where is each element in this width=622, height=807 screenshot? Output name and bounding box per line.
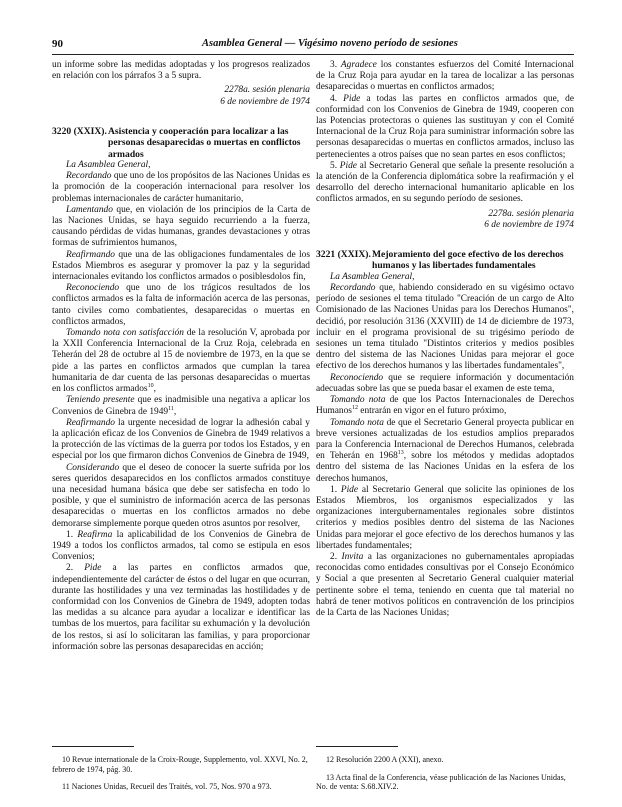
paragraph-lead: Pide [339, 160, 357, 171]
paragraph-lead: Pide [340, 484, 359, 495]
paragraph-lead: Invita [341, 551, 364, 562]
paragraph-lead: Lamentando [66, 204, 113, 215]
operative-paragraph [52, 530, 310, 564]
footnote: 12 Resolución 2200 A (XXI), anexo. [326, 755, 444, 764]
preamble-paragraph [52, 463, 310, 530]
paragraph-lead: Tomando nota [330, 417, 384, 428]
paragraph-text: que, habiendo considerado en su vigésimo octavo período de sesiones el tema titulado "Creación de un cargo de Alto Comisionado de las Naciones Unidas para los Derechos Humanos", decidió, por resolución 3136 (XXVIII) de 14 de diciembre de 1973, incluir en el programa provisional de su trigésimo período de sesiones un tema titulado "Distintos criterios y medios posibles dentro del sistema de las Naciones Unidas para mejorar el goce efectivo de los derechos humanos y las libertades fundamentales", [316, 283, 574, 372]
paragraph-text: al Secretario General que señale la presente resolución a la atención de la Conferencia diplomática sobre la reafirmación y el desarrollo del derecho internacional humanitario aplicable en los conflictos armados, en su segundo período de sesiones. [316, 160, 574, 205]
continued-paragraph: un informe sobre las medidas adoptadas y los progresos realizados en relación con los párrafos 3 a 5 supra. [52, 60, 310, 82]
paragraph-lead: Reafirmando [66, 417, 115, 428]
paragraph-lead: Recordando [330, 283, 376, 294]
paragraph-number: 2. [330, 551, 338, 562]
paragraph-lead: Tomando nota [330, 395, 386, 406]
paragraph-lead: Pide [84, 563, 102, 574]
paragraph-number: 5. [330, 160, 338, 171]
operative-paragraph [316, 60, 574, 94]
paragraph-text: que es inadmisible una negativa a aplicar los Convenios de Ginebra de 1949 [52, 395, 310, 417]
paragraph-text: , sobre los métodos y medidas adoptados dentro del sistema de las Naciones Unidas en la esfera de los derechos humanos, [316, 451, 574, 484]
paragraph-lead: Reconociendo [66, 283, 120, 294]
paragraph-text: de que los Pactos Internacionales de Derechos Humanos [316, 395, 575, 417]
footnote: 10 Revue internationale de la Croix-Rouge, Supplemento, vol. XXVI, No. 2, febrero de 1974, pág. 30. [52, 755, 308, 774]
paragraph-text: de que el Secretario General proyecta publicar en breve versiones actualizadas de los estudios amplios preparados para la Conferencia Internacional de Derechos Humanos, celebrada en Teherán en 1968 [316, 417, 574, 462]
footnote: 11 Naciones Unidas, Recueil des Traités, vol. 75, Nos. 970 a 973. [62, 782, 272, 792]
page-header [52, 38, 574, 55]
paragraph-text: que uno de los trágicos resultados de los conflictos armados es la falta de información acerca de las personas, tanto civiles como combatientes, desaparecidas o muertas en conflictos armados, [52, 283, 310, 327]
paragraph-text: que una de las obligaciones fundamentales de los Estados Miembros es asegurar y promover la paz y la seguridad internacionales evitando los conflictos armados o posiblesdolos fin, [52, 249, 310, 283]
paragraph-number: 4. [330, 93, 338, 104]
paragraph-lead: Considerando [66, 462, 120, 473]
running-title: Asamblea General — Vigésimo noveno período de sesiones [202, 38, 458, 49]
paragraph-lead: Pide [343, 93, 361, 104]
preamble-paragraph [52, 418, 310, 463]
footnotes-left [52, 740, 310, 800]
resolution-number: 3220 (XXIX). [52, 125, 107, 137]
paragraph-lead: Recordando [66, 171, 112, 182]
paragraph-text: a las partes en conflictos armados que, independientemente del carácter de éstos o del lugar en que ocurran, durante las hostilidades y una vez terminadas las hostilidades y de conformidad con los Convenios de Ginebra de 1949, adopten todas las medidas a su alcance para ayudar a localizar e identificar las tumbas de los muertos, para facilitar su exhumación y la devolución de los restos, si así lo solicitaran las familias, y para proporcionar información sobre las personas desaparecidas en acción; [52, 563, 310, 652]
page-number: 90 [52, 38, 63, 50]
session-date: 6 de noviembre de 1974 [220, 96, 310, 107]
session-signature: 2278a. sesión plenaria [224, 85, 310, 96]
paragraph-text: a todas las partes en conflictos armados que, de conformidad con los Convenios de Ginebra de 1949, cooperen con las Potencias protectoras o quienes las sustituyan y con el Comité Internacional de la Cruz Roja para suministrar información sobre las personas desaparecidas o muertas en conflictos armados, incluso las pertenecientes a otros países que no sean partes en esos conflictos; [316, 93, 574, 160]
paragraph-text: al Secretario General que solicite las opiniones de los Estados Miembros, los organismos especializados y las organizaciones intergubernamentales regionales sobre distintos criterios y medios posibles dentro del sistema de las Naciones Unidas para mejorar el goce efectivo de los derechos humanos y las libertades fundamentales; [316, 484, 574, 551]
paragraph-text: que uno de los propósitos de las Naciones Unidas es la promoción de la cooperación internacional para resolver los problemas internacionales de carácter humanitario, [52, 171, 310, 204]
paragraph-text: la urgente necesidad de lograr la adhesión cabal y la aplicación eficaz de los Convenios de Ginebra de 1949 relativos a la protección de las víctimas de la guerra por todos los Estados, y en especial por los que firmaron dichos Convenios de Ginebra de 1949, [52, 417, 310, 462]
paragraph-text: entrarán en vigor en el futuro próximo, [357, 406, 507, 417]
preamble-paragraph [52, 250, 310, 284]
resolution-title: Mejoramiento del goce efectivo de los derechos humanos y las libertades fundamentales [372, 249, 564, 272]
right-column [316, 60, 574, 619]
assembly-line: La Asamblea General, [66, 160, 151, 171]
left-column [52, 60, 310, 653]
preamble-paragraph [52, 283, 310, 328]
resolution-title: Asistencia y cooperación para localizar a las personas desaparecidas o muertas en conflictos armados [108, 125, 301, 160]
footnote-rule [316, 746, 398, 747]
preamble-paragraph: Tomando nota con satisfacción de la resolución V, aprobada por la XXII Conferencia Internacional de la Cruz Roja, celebrada en Teherán del 28 de octubre al 15 de noviembre de 1973, en la que se pide a las partes en conflictos armados que cumplan la tarea humanitaria de dar cuenta de las personas desaparecidas o muertas en los conflictos armados$^{10}$, [52, 328, 310, 395]
footnote-ref: 11 [168, 405, 174, 412]
paragraph-lead: Reconociendo [330, 372, 384, 383]
paragraph-lead: Reafirmando [66, 249, 115, 260]
assembly-line: La Asamblea General, [330, 271, 415, 282]
paragraph-lead: Teniendo presente [66, 395, 135, 406]
resolution-heading [52, 126, 310, 160]
footnote-rule [52, 746, 134, 747]
paragraph-text: de la resolución V, aprobada por la XXII Conferencia Internacional de la Cruz Roja, celebrada en Teherán del 28 de octubre al 15 de noviembre de 1973, en la que se pide a las partes en conflictos armados que cumplan la tarea humanitaria de dar cuenta de las personas desaparecidas o muertas en los conflictos armados [52, 328, 310, 395]
paragraph-text: a las organizaciones no gubernamentales apropiadas reconocidas como entidades consultivas por el Consejo Económico y Social a que presenten al Secretario General cualquier material pertinente sobre el tema, teniendo en cuenta que tal material no habrá de tener motivos políticos en contravención de los principios de la Carta de las Naciones Unidas; [316, 551, 574, 618]
session-date: 6 de noviembre de 1974 [484, 219, 574, 230]
preamble-paragraph: Teniendo presente que es inadmisible una negativa a aplicar los Convenios de Ginebra de 1949$^{11}$, [52, 395, 310, 417]
paragraph-number: 2. [66, 563, 74, 574]
footnote-ref: 10 [147, 382, 154, 389]
preamble-paragraph [316, 373, 574, 395]
operative-paragraph [316, 161, 574, 206]
preamble-paragraph [316, 418, 574, 485]
preamble-paragraph [316, 395, 574, 417]
operative-paragraph [316, 552, 574, 619]
session-signature: 2278a. sesión plenaria [488, 208, 574, 219]
paragraph-text: que se requiere información y documentación adecuadas sobre las que se pueda basar el examen de este tema, [316, 372, 574, 394]
preamble-paragraph [52, 205, 310, 250]
paragraph-lead: Agradece [340, 60, 377, 70]
paragraph-text: la aplicabilidad de los Convenios de Ginebra de 1949 a todos los conflictos armados, tal como se estipula en esos Convenios; [52, 529, 310, 563]
paragraph-text: que, en violación de los principios de la Carta de las Naciones Unidas, se haya seguido recurriendo a la fuerza, causando pérdidas de vidas humanas, grandes devastaciones y otras formas de sufrimientos humanos, [52, 204, 310, 249]
operative-paragraph [316, 485, 574, 552]
footnote-ref: 13 [397, 449, 404, 456]
resolution-heading [316, 249, 574, 272]
preamble-paragraph [316, 283, 574, 373]
preamble-paragraph [52, 171, 310, 205]
paragraph-number: 3. [330, 60, 338, 70]
paragraph-number: 1. [66, 529, 74, 540]
paragraph-text: los constantes esfuerzos del Comité Internacional de la Cruz Roja para ayudar en la tarea de localizar a las personas desaparecidas o muertas en conflictos armados; [316, 60, 575, 93]
paragraph-text: que el deseo de conocer la suerte sufrida por los seres queridos desaparecidos en los conflictos armados constituye una necesidad humana básica que debe ser satisfecha en todo lo posible, y que el suministro de información acerca de las personas desaparecidas o muertas en los conflictos armados no debe demorarse simplemente porque queden otros asuntos por resolver, [52, 462, 310, 529]
paragraph-number: 1. [330, 484, 338, 495]
operative-paragraph [52, 563, 310, 653]
operative-paragraph [316, 94, 574, 161]
paragraph-lead: Tomando nota con satisfacción [66, 328, 184, 339]
resolution-number: 3221 (XXIX). [316, 249, 371, 261]
footnotes-right [316, 740, 574, 800]
footnote-ref: 12 [351, 405, 358, 412]
footnote: 13 Acta final de la Conferencia, véase publicación de las Naciones Unidas, No. de venta: S.68.XIV.2. [316, 772, 566, 792]
paragraph-lead: Reafirma [77, 529, 113, 540]
